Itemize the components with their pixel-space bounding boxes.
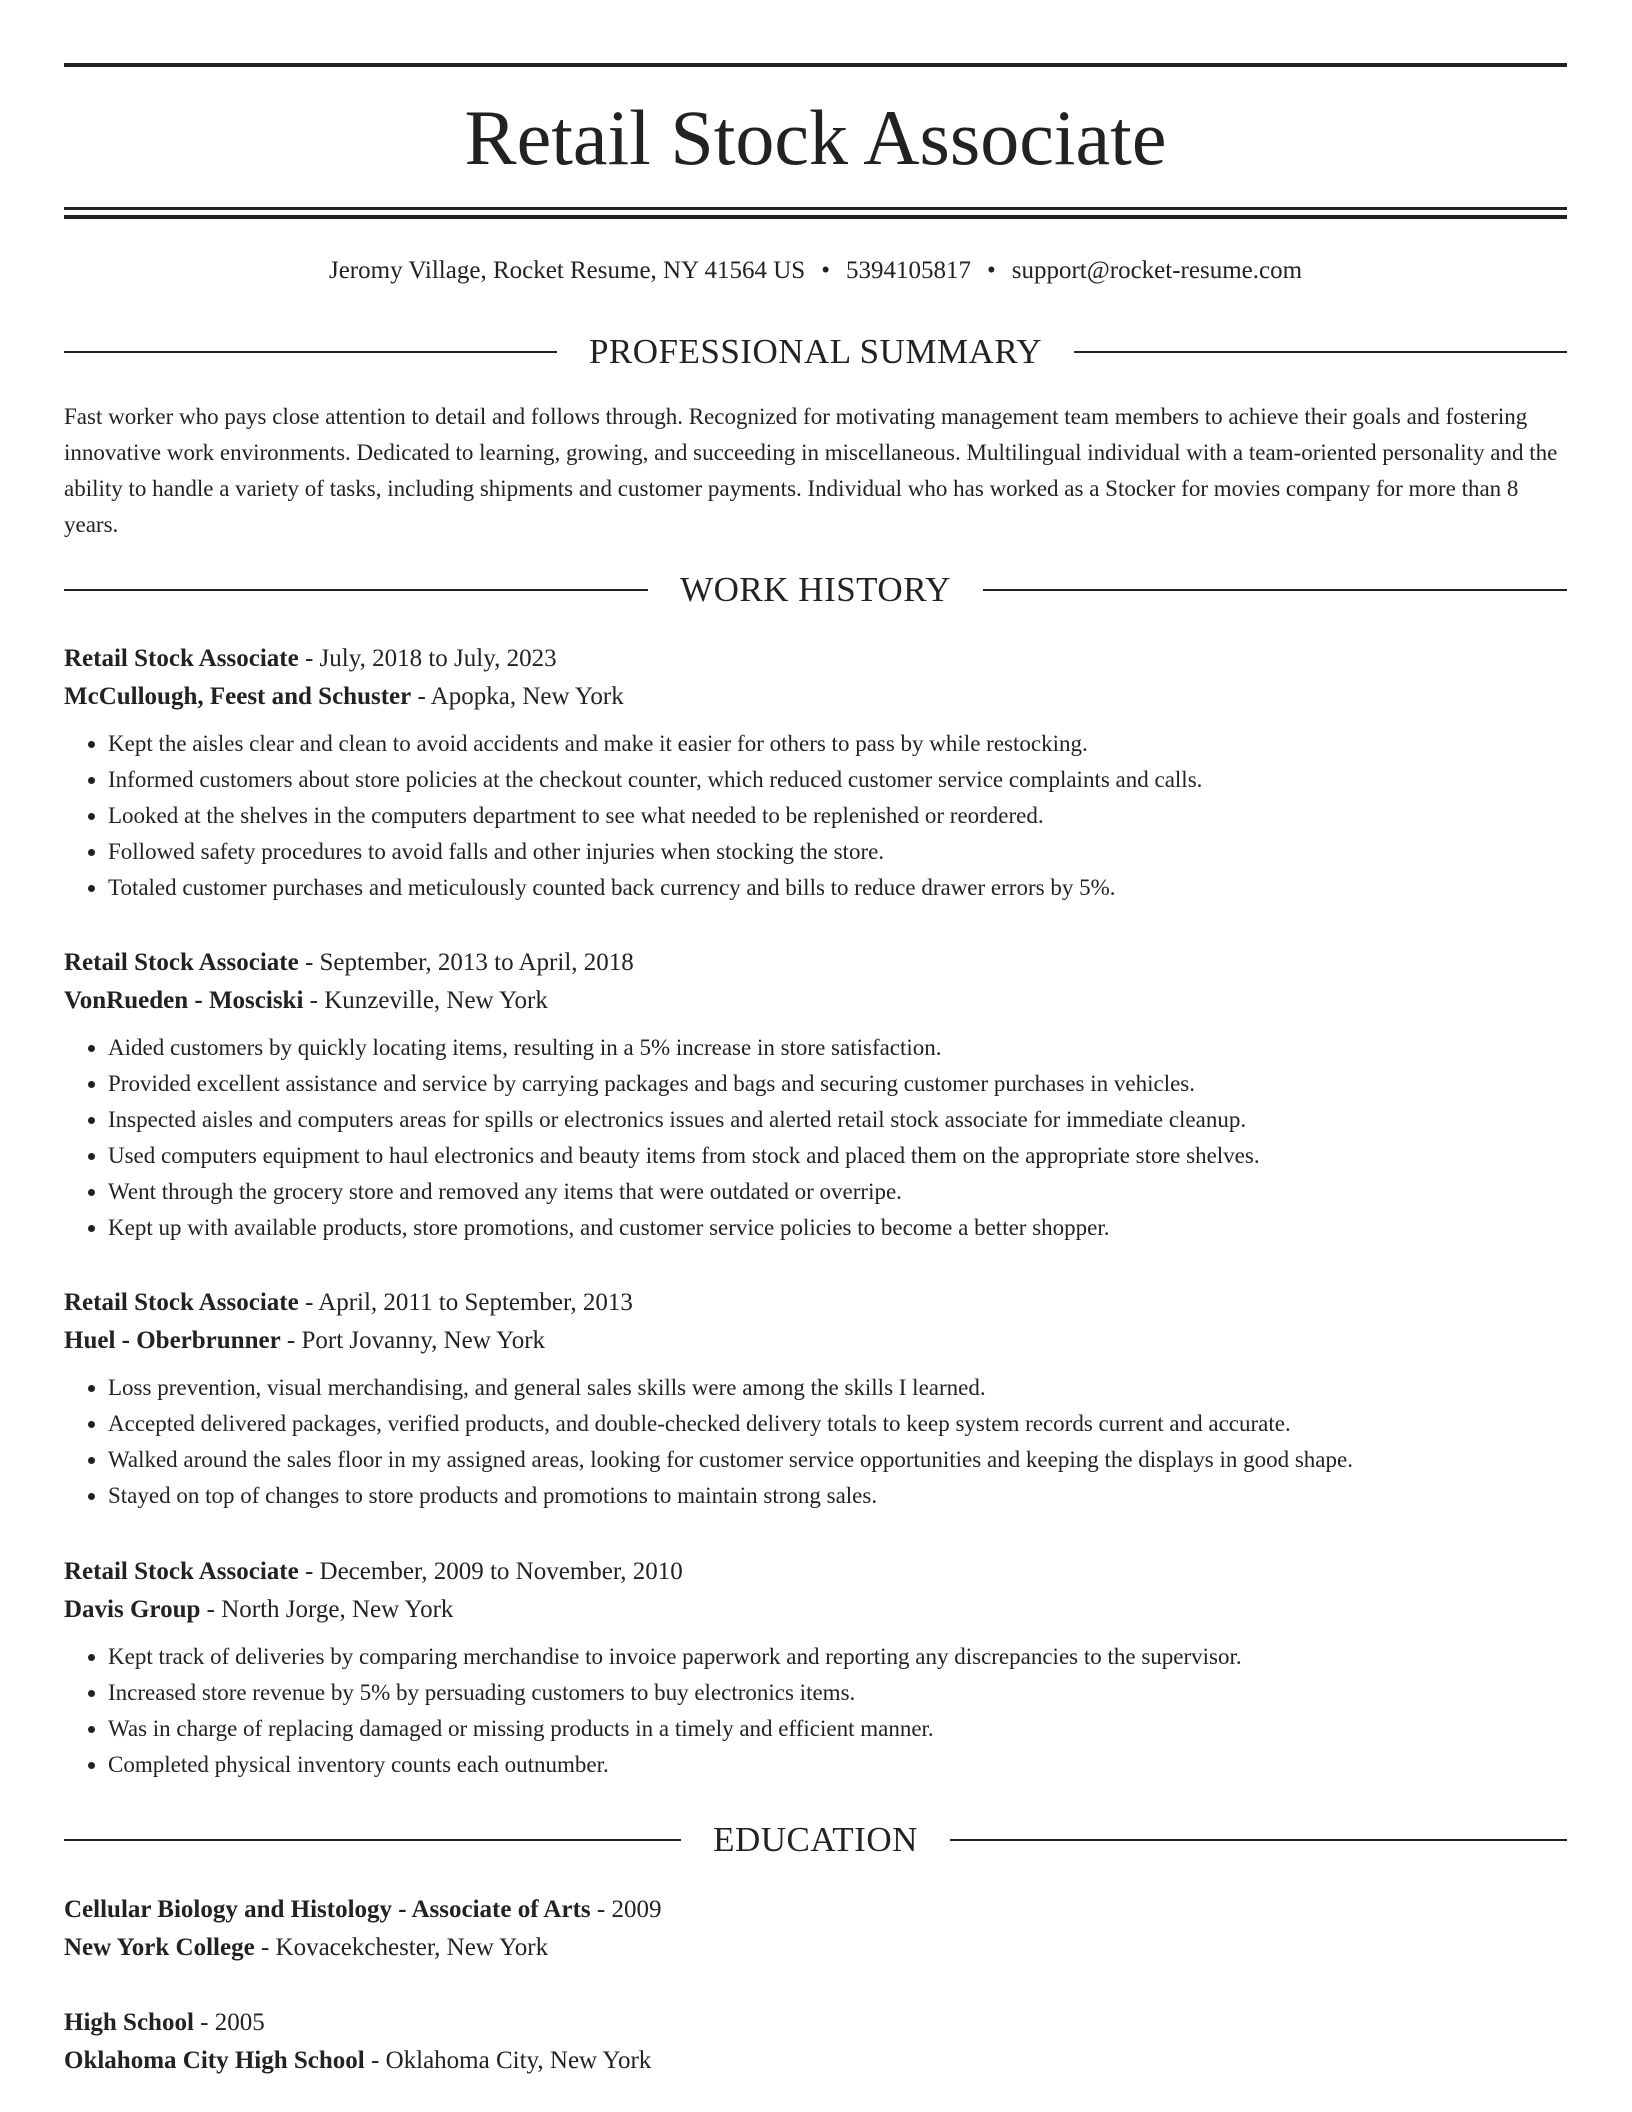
job-bullet: • Kept track of deliveries by comparing merchandise to invoice paperwork and reporting any discrepancies to the supervisor. bbox=[108, 1639, 1567, 1675]
job-bullets bbox=[64, 1639, 1567, 1783]
job-dates: - December, 2009 to November, 2010 bbox=[298, 1558, 683, 1585]
section-title: WORK HISTORY bbox=[680, 570, 951, 609]
job-entry bbox=[64, 944, 1567, 1246]
job-title: Retail Stock Associate bbox=[64, 949, 299, 976]
contact-phone: 5394105817 bbox=[845, 257, 971, 284]
education-school: Oklahoma City High School bbox=[64, 2047, 365, 2074]
contact-email[interactable]: support@rocket-resume.com bbox=[1011, 257, 1303, 284]
education-degree-line bbox=[64, 2004, 1567, 2042]
job-dates: - September, 2013 to April, 2018 bbox=[298, 949, 634, 976]
education-location: - Oklahoma City, New York bbox=[364, 2047, 652, 2074]
job-company: McCullough, Feest and Schuster bbox=[64, 683, 412, 710]
section-heading-work-history bbox=[64, 568, 1567, 612]
contact-separator: • bbox=[986, 257, 996, 284]
job-company-line bbox=[64, 678, 1567, 716]
section-title: EDUCATION bbox=[713, 1820, 918, 1859]
education-year: - 2009 bbox=[590, 1896, 662, 1923]
education-degree: Cellular Biology and Histology - Associate of Arts bbox=[64, 1896, 591, 1923]
job-bullet: • Looked at the shelves in the computers department to see what needed to be replenished or reordered. bbox=[108, 798, 1567, 834]
heading-rule-left bbox=[64, 589, 648, 591]
education-school: New York College bbox=[64, 1934, 255, 1961]
heading-rule-left bbox=[64, 1839, 681, 1841]
education-school-line bbox=[64, 2042, 1567, 2080]
job-company: VonRueden - Mosciski bbox=[64, 987, 304, 1014]
job-location: - Port Jovanny, New York bbox=[280, 1327, 546, 1354]
job-entry bbox=[64, 640, 1567, 906]
job-company-line bbox=[64, 1591, 1567, 1629]
job-bullet: • Aided customers by quickly locating items, resulting in a 5% increase in store satisfaction. bbox=[108, 1030, 1567, 1066]
education-school-line bbox=[64, 1929, 1567, 1967]
contact-separator: • bbox=[821, 257, 830, 284]
heading-rule-right bbox=[983, 589, 1567, 591]
education-entry bbox=[64, 2004, 1567, 2080]
job-title-line bbox=[64, 1284, 1567, 1322]
job-dates: - July, 2018 to July, 2023 bbox=[298, 645, 557, 672]
job-bullet: • Stayed on top of changes to store products and promotions to maintain strong sales. bbox=[108, 1478, 1567, 1514]
job-bullet: • Informed customers about store policies at the checkout counter, which reduced customer service complaints and calls. bbox=[108, 762, 1567, 798]
job-bullet: • Used computers equipment to haul electronics and beauty items from stock and placed them on the appropriate store shelves. bbox=[108, 1138, 1567, 1174]
job-bullet: • Was in charge of replacing damaged or missing products in a timely and efficient manner. bbox=[108, 1711, 1567, 1747]
job-bullet: • Loss prevention, visual merchandising, and general sales skills were among the skills I learned. bbox=[108, 1370, 1567, 1406]
job-bullets bbox=[64, 726, 1567, 906]
job-entry bbox=[64, 1284, 1567, 1514]
job-location: - Apopka, New York bbox=[411, 683, 624, 710]
job-entry bbox=[64, 1553, 1567, 1783]
job-bullet: • Followed safety procedures to avoid falls and other injuries when stocking the store. bbox=[108, 834, 1567, 870]
job-dates: - April, 2011 to September, 2013 bbox=[298, 1289, 633, 1316]
job-bullets bbox=[64, 1030, 1567, 1246]
job-title-line bbox=[64, 944, 1567, 982]
top-rule bbox=[64, 63, 1567, 67]
job-bullet: • Increased store revenue by 5% by persuading customers to buy electronics items. bbox=[108, 1675, 1567, 1711]
job-title-line bbox=[64, 1553, 1567, 1591]
job-company-line bbox=[64, 1322, 1567, 1360]
section-heading-summary bbox=[64, 330, 1567, 374]
education-year: - 2005 bbox=[193, 2009, 265, 2036]
name-rule-upper bbox=[64, 207, 1567, 210]
job-company: Davis Group bbox=[64, 1596, 201, 1623]
heading-rule-left bbox=[64, 351, 557, 353]
education-location: - Kovacekchester, New York bbox=[254, 1934, 549, 1961]
job-bullet: • Provided excellent assistance and service by carrying packages and bags and securing customer purchases in vehicles. bbox=[108, 1066, 1567, 1102]
job-title-line bbox=[64, 640, 1567, 678]
job-bullets bbox=[64, 1370, 1567, 1514]
job-bullet: • Accepted delivered packages, verified products, and double-checked delivery totals to keep system records current and accurate. bbox=[108, 1406, 1567, 1442]
section-title: PROFESSIONAL SUMMARY bbox=[588, 332, 1043, 371]
section-heading-education bbox=[64, 1818, 1567, 1862]
education-degree: High School bbox=[64, 2009, 194, 2036]
job-bullet: • Kept up with available products, store promotions, and customer service policies to become a better shopper. bbox=[108, 1210, 1567, 1246]
contact-line bbox=[64, 254, 1567, 288]
heading-rule-right bbox=[1074, 351, 1567, 353]
job-bullet: • Went through the grocery store and removed any items that were outdated or overripe. bbox=[108, 1174, 1567, 1210]
job-bullet: • Kept the aisles clear and clean to avoid accidents and make it easier for others to pass by while restocking. bbox=[108, 726, 1567, 762]
job-company: Huel - Oberbrunner bbox=[64, 1327, 281, 1354]
job-bullet: • Inspected aisles and computers areas for spills or electronics issues and alerted retail stock associate for immediate cleanup. bbox=[108, 1102, 1567, 1138]
contact-address: Jeromy Village, Rocket Resume, NY 41564 US bbox=[328, 257, 806, 284]
summary-text: Fast worker who pays close attention to detail and follows through. Recognized for motivating management team members to achieve their goals and fostering innovative work environments. Dedicated to learning, growing, and succeeding in miscellaneous. Multilingual individual with a team-oriented personality and the ability to handle a variety of tasks, including shipments and customer payments. Individual who has worked as a Stocker for movies company for more than 8 years. bbox=[64, 404, 1558, 537]
job-bullet: • Walked around the sales floor in my assigned areas, looking for customer service opportunities and keeping the displays in good shape. bbox=[108, 1442, 1567, 1478]
job-company-line bbox=[64, 982, 1567, 1020]
job-bullet: • Totaled customer purchases and meticulously counted back currency and bills to reduce drawer errors by 5%. bbox=[108, 870, 1567, 906]
job-title: Retail Stock Associate bbox=[64, 1289, 299, 1316]
education-entry bbox=[64, 1891, 1567, 1967]
heading-rule-right bbox=[950, 1839, 1567, 1841]
job-bullet: • Completed physical inventory counts each outnumber. bbox=[108, 1747, 1567, 1783]
job-title: Retail Stock Associate bbox=[64, 645, 299, 672]
resume-name: Retail Stock Associate bbox=[464, 94, 1167, 181]
name-rule-lower bbox=[64, 215, 1567, 219]
job-location: - Kunzeville, New York bbox=[303, 987, 548, 1014]
education-degree-line bbox=[64, 1891, 1567, 1929]
job-location: - North Jorge, New York bbox=[200, 1596, 454, 1623]
job-title: Retail Stock Associate bbox=[64, 1558, 299, 1585]
